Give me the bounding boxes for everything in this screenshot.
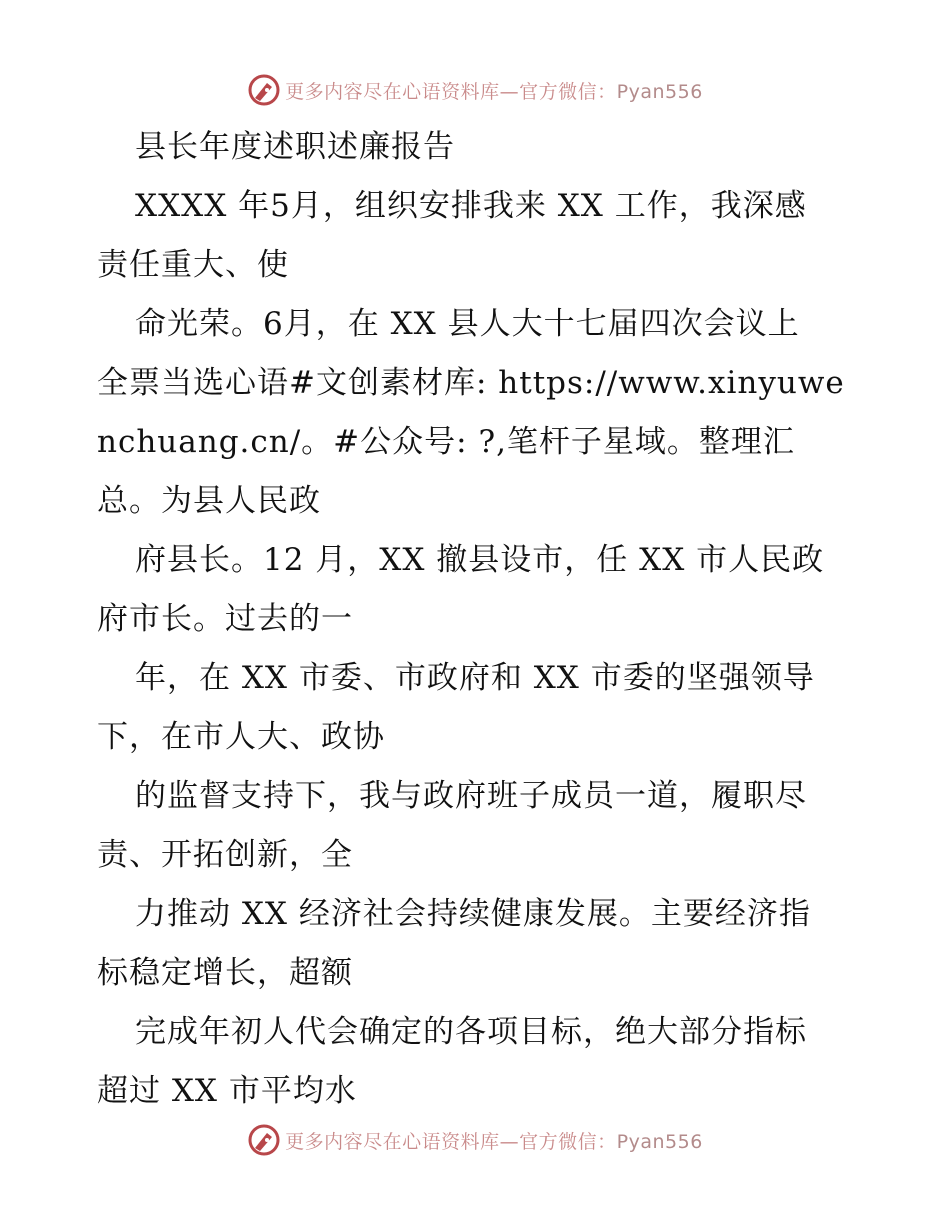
text-line: 完成年初人代会确定的各项目标，绝大部分指标 <box>135 1014 807 1050</box>
text-line: 年，在 XX 市委、市政府和 XX 市委的坚强领导 <box>135 660 815 696</box>
banner-text: 更多内容尽在心语资料库—官方微信： <box>285 1130 617 1153</box>
pen-nib-logo-icon <box>247 1123 281 1157</box>
pen-nib-logo-icon <box>247 73 281 107</box>
document-title: 县长年度述职述廉报告 <box>135 129 455 165</box>
text-line: 标稳定增长，超额 <box>97 955 353 991</box>
text-line: 命光荣。6月，在 XX 县人大十七届四次会议上 <box>135 306 800 342</box>
text-line: 责、开拓创新，全 <box>97 837 353 873</box>
banner-wechat-id: Pyan556 <box>616 80 703 103</box>
document-body <box>97 118 857 1121</box>
text-line: 全票当选心语#文创素材库: https://www.xinyuwe <box>97 365 845 401</box>
text-line: 的监督支持下，我与政府班子成员一道，履职尽 <box>135 778 807 814</box>
text-line: 责任重大、使 <box>97 247 289 283</box>
text-line: 超过 XX 市平均水 <box>97 1073 357 1109</box>
text-line: 下，在市人大、政协 <box>97 719 385 755</box>
text-line: 府市长。过去的一 <box>97 601 353 637</box>
banner-wechat-id: Pyan556 <box>616 1130 703 1153</box>
footer-watermark-banner <box>0 1120 950 1160</box>
text-line: 总。为县人民政 <box>97 483 321 519</box>
text-line: nchuang.cn/。#公众号: ?,笔杆子星域。整理汇 <box>97 424 795 460</box>
banner-text: 更多内容尽在心语资料库—官方微信： <box>285 80 617 103</box>
text-line: 府县长。12 月，XX 撤县设市，任 XX 市人民政 <box>135 542 825 578</box>
header-watermark-banner <box>0 70 950 110</box>
text-line: 力推动 XX 经济社会持续健康发展。主要经济指 <box>135 896 811 932</box>
text-line: XXXX 年5月，组织安排我来 XX 工作，我深感 <box>135 188 807 224</box>
